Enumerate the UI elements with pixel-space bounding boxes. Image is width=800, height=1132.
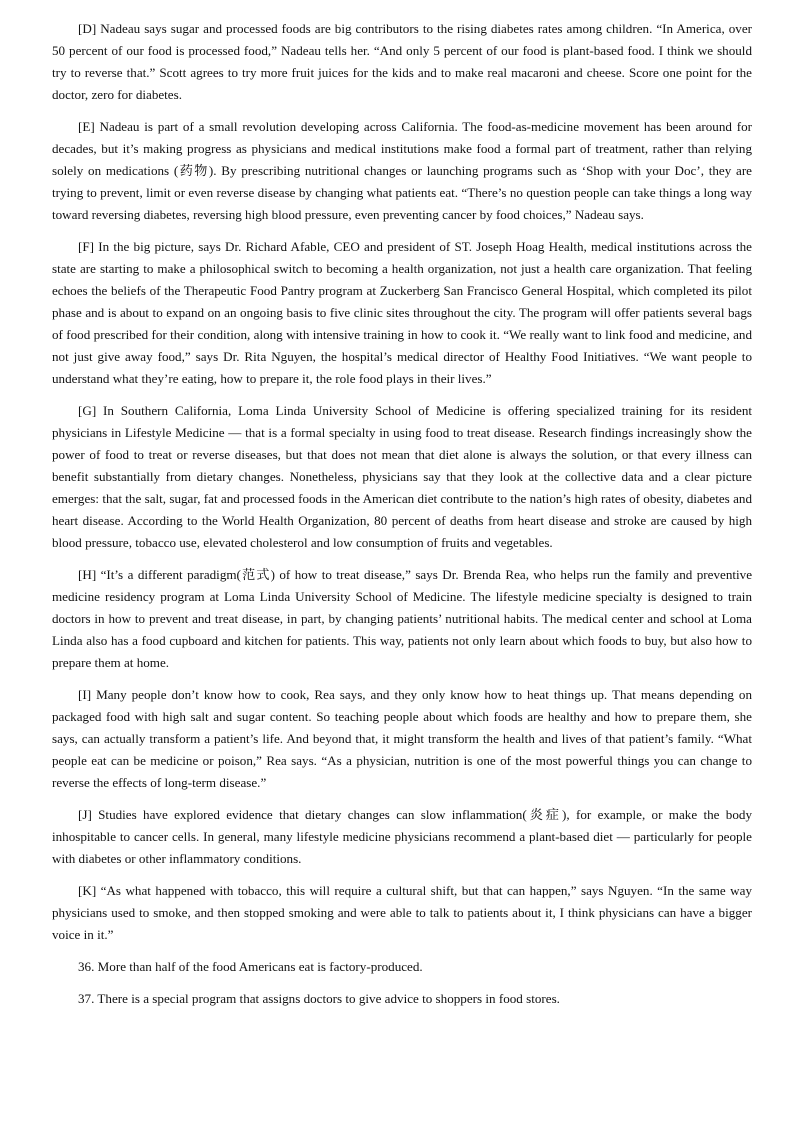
paragraph-f: [F] In the big picture, says Dr. Richard Afable, CEO and president of ST. Joseph Hoag Health, medical institutions across the state are starting to make a philosophical switch to becoming a health organization, not just a health care organization. That feeling echoes the beliefs of the Therapeutic Food Pantry program at Zuckerberg San Francisco General Hospital, which completed its pilot phase and is about to expand on an ongoing basis to five clinic sites throughout the city. The program will offer patients several bags of food prescribed for their condition, along with intensive training in how to cook it. “We really want to link food and medicine, and not just give away food,” says Dr. Rita Nguyen, the hospital’s medical director of Healthy Food Initiatives. “We want people to understand what they’re eating, how to prepare it, the role food plays in their lives.” (52, 239, 752, 386)
paragraph-i: [I] Many people don’t know how to cook, Rea says, and they only know how to heat things up. That means depending on packaged food with high salt and sugar content. So teaching people about which foods are healthy and how to prepare them, she says, can actually transform a patient’s life. And beyond that, it might transform the health and lives of that patient’s family. “What people eat can be medicine or poison,” Rea says. “As a physician, nutrition is one of the most powerful things you can change to reverse the effects of long-term disease.” (52, 687, 752, 790)
paragraph-k: [K] “As what happened with tobacco, this will require a cultural shift, but that can happen,” says Nguyen. “In the same way physicians used to smoke, and then stopped smoking and were able to talk to patients about it, I think physicians can have a bigger voice in it.” (52, 883, 752, 942)
paragraph-g: [G] In Southern California, Loma Linda University School of Medicine is offering specialized training for its resident physicians in Lifestyle Medicine — that is a formal specialty in using food to treat disease. Research findings increasingly show the power of food to treat or reverse diseases, but that does not mean that diet alone is always the solution, or that every illness can benefit substantially from dietary changes. Nonetheless, physicians say that they look at the collective data and a clear picture emerges: that the salt, sugar, fat and processed foods in the American diet contribute to the nation’s high rates of obesity, diabetes and heart disease. According to the World Health Organization, 80 percent of deaths from heart disease and stroke are caused by high blood pressure, tobacco use, elevated cholesterol and low consumption of fruits and vegetables. (52, 403, 752, 550)
paragraph-j: [J] Studies have explored evidence that dietary changes can slow inflammation(炎症), for example, or make the body inhospitable to cancer cells. In general, many lifestyle medicine physicians recommend a plant-based diet — particularly for people with diabetes or other inflammatory conditions. (52, 807, 752, 866)
question-37: 37. There is a special program that assigns doctors to give advice to shoppers in food stores. (78, 991, 560, 1006)
paragraph-d: [D] Nadeau says sugar and processed foods are big contributors to the rising diabetes rates among children. “In America, over 50 percent of our food is processed food,” Nadeau tells her. “And only 5 percent of our food is plant-based food. I think we should try to reverse that.” Scott agrees to try more fruit juices for the kids and to make real macaroni and cheese. Score one point for the doctor, zero for diabetes. (52, 21, 752, 102)
paragraph-e: [E] Nadeau is part of a small revolution developing across California. The food-as-medicine movement has been around for decades, but it’s making progress as physicians and medical institutions make food a formal part of treatment, rather than relying solely on medications (药物). By prescribing nutritional changes or launching programs such as ‘Shop with your Doc’, they are trying to prevent, limit or even reverse disease by changing what patients eat. “There’s no question people can take things a long way toward reversing diabetes, reversing high blood pressure, even preventing cancer by food choices,” Nadeau says. (52, 119, 752, 222)
question-36: 36. More than half of the food Americans eat is factory-produced. (78, 959, 423, 974)
paragraph-h: [H] “It’s a different paradigm(范式) of how to treat disease,” says Dr. Brenda Rea, who helps run the family and preventive medicine residency program at Loma Linda University School of Medicine. The lifestyle medicine specialty is designed to train doctors in how to prevent and treat disease, in part, by changing patients’ nutritional habits. The medical center and school at Loma Linda also has a food cupboard and kitchen for patients. This way, patients not only learn about which foods to buy, but also how to prepare them at home. (52, 567, 752, 670)
